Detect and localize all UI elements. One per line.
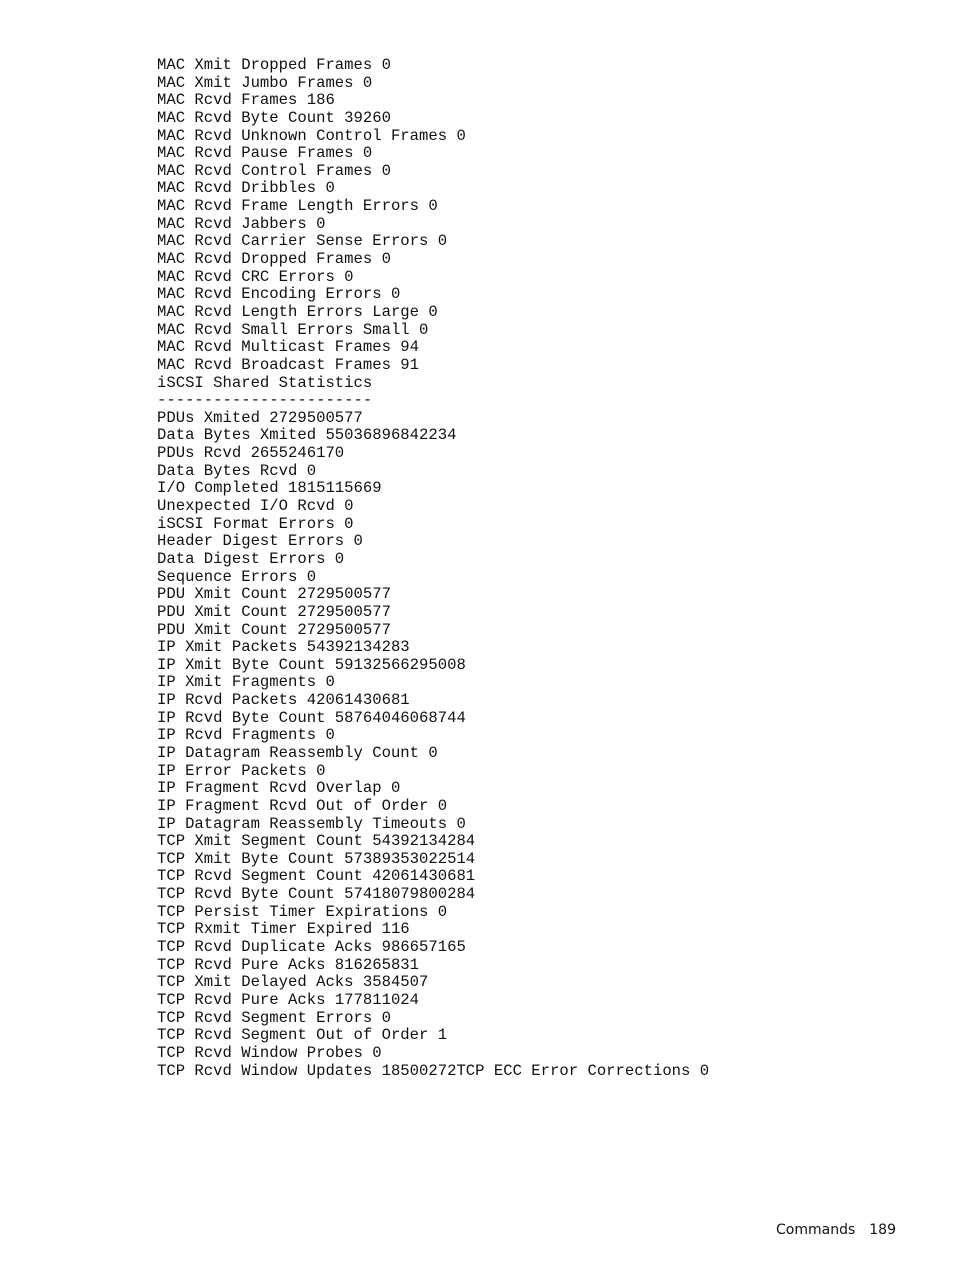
output-line: MAC Rcvd Length Errors Large 0 <box>157 302 438 321</box>
output-line: MAC Rcvd Multicast Frames 94 <box>157 338 420 357</box>
page-footer <box>776 1222 896 1238</box>
output-line: TCP Xmit Byte Count 57389353022514 <box>157 849 476 868</box>
output-line: MAC Rcvd Frame Length Errors 0 <box>157 197 438 216</box>
output-line: MAC Rcvd Unknown Control Frames 0 <box>157 126 466 145</box>
output-line: IP Rcvd Packets 42061430681 <box>157 691 410 710</box>
output-line: iSCSI Shared Statistics <box>157 373 373 392</box>
output-line: PDUs Xmited 2729500577 <box>157 408 363 427</box>
output-line: MAC Rcvd Byte Count 39260 <box>157 108 391 127</box>
output-line: IP Fragment Rcvd Overlap 0 <box>157 779 401 798</box>
output-line: PDU Xmit Count 2729500577 <box>157 585 391 604</box>
page-number: 189 <box>869 1222 896 1238</box>
output-line: PDUs Rcvd 2655246170 <box>157 444 345 463</box>
output-line: IP Rcvd Byte Count 58764046068744 <box>157 708 466 727</box>
output-line: MAC Rcvd Control Frames 0 <box>157 161 391 180</box>
output-line: I/O Completed 1815115669 <box>157 479 382 498</box>
output-line: TCP Xmit Delayed Acks 3584507 <box>157 973 429 992</box>
output-line: iSCSI Format Errors 0 <box>157 514 354 533</box>
output-line: Data Bytes Xmited 55036896842234 <box>157 426 457 445</box>
output-line: TCP Rcvd Segment Errors 0 <box>157 1008 391 1027</box>
output-line: MAC Rcvd Carrier Sense Errors 0 <box>157 232 448 251</box>
command-output <box>157 57 709 1080</box>
output-line: IP Xmit Byte Count 59132566295008 <box>157 655 466 674</box>
output-line: IP Datagram Reassembly Timeouts 0 <box>157 814 466 833</box>
output-line: Data Digest Errors 0 <box>157 549 345 568</box>
output-line: ----------------------- <box>157 391 373 410</box>
output-line: MAC Xmit Jumbo Frames 0 <box>157 73 373 92</box>
output-line: TCP Rxmit Timer Expired 116 <box>157 920 410 939</box>
output-line: IP Fragment Rcvd Out of Order 0 <box>157 796 448 815</box>
output-line: MAC Rcvd Dropped Frames 0 <box>157 250 391 269</box>
output-line: Sequence Errors 0 <box>157 567 317 586</box>
output-line: IP Error Packets 0 <box>157 761 326 780</box>
output-line: MAC Rcvd Jabbers 0 <box>157 214 326 233</box>
output-line: TCP Rcvd Duplicate Acks 986657165 <box>157 938 466 957</box>
output-line: TCP Rcvd Pure Acks 177811024 <box>157 990 420 1009</box>
output-line: MAC Rcvd Frames 186 <box>157 91 335 110</box>
output-line: TCP Rcvd Byte Count 57418079800284 <box>157 885 476 904</box>
output-line: TCP Rcvd Window Probes 0 <box>157 1043 382 1062</box>
footer-section-title: Commands <box>776 1222 856 1238</box>
output-line: MAC Rcvd Pause Frames 0 <box>157 144 373 163</box>
output-line: TCP Persist Timer Expirations 0 <box>157 902 448 921</box>
output-line: PDU Xmit Count 2729500577 <box>157 602 391 621</box>
output-line: IP Rcvd Fragments 0 <box>157 726 335 745</box>
output-line: TCP Rcvd Window Updates 18500272TCP ECC Error Corrections 0 <box>157 1061 710 1080</box>
output-line: MAC Rcvd Dribbles 0 <box>157 179 335 198</box>
output-line: MAC Rcvd Encoding Errors 0 <box>157 285 401 304</box>
output-line: Data Bytes Rcvd 0 <box>157 461 317 480</box>
output-line: Unexpected I/O Rcvd 0 <box>157 497 354 516</box>
output-line: Header Digest Errors 0 <box>157 532 363 551</box>
output-line: TCP Rcvd Pure Acks 816265831 <box>157 955 420 974</box>
output-line: IP Xmit Packets 54392134283 <box>157 638 410 657</box>
output-line: MAC Xmit Dropped Frames 0 <box>157 56 391 74</box>
output-line: MAC Rcvd Broadcast Frames 91 <box>157 355 420 374</box>
output-line: PDU Xmit Count 2729500577 <box>157 620 391 639</box>
output-line: TCP Xmit Segment Count 54392134284 <box>157 832 476 851</box>
output-line: MAC Rcvd Small Errors Small 0 <box>157 320 429 339</box>
output-line: TCP Rcvd Segment Out of Order 1 <box>157 1026 448 1045</box>
output-line: IP Datagram Reassembly Count 0 <box>157 743 438 762</box>
output-line: MAC Rcvd CRC Errors 0 <box>157 267 354 286</box>
output-line: TCP Rcvd Segment Count 42061430681 <box>157 867 476 886</box>
output-line: IP Xmit Fragments 0 <box>157 673 335 692</box>
